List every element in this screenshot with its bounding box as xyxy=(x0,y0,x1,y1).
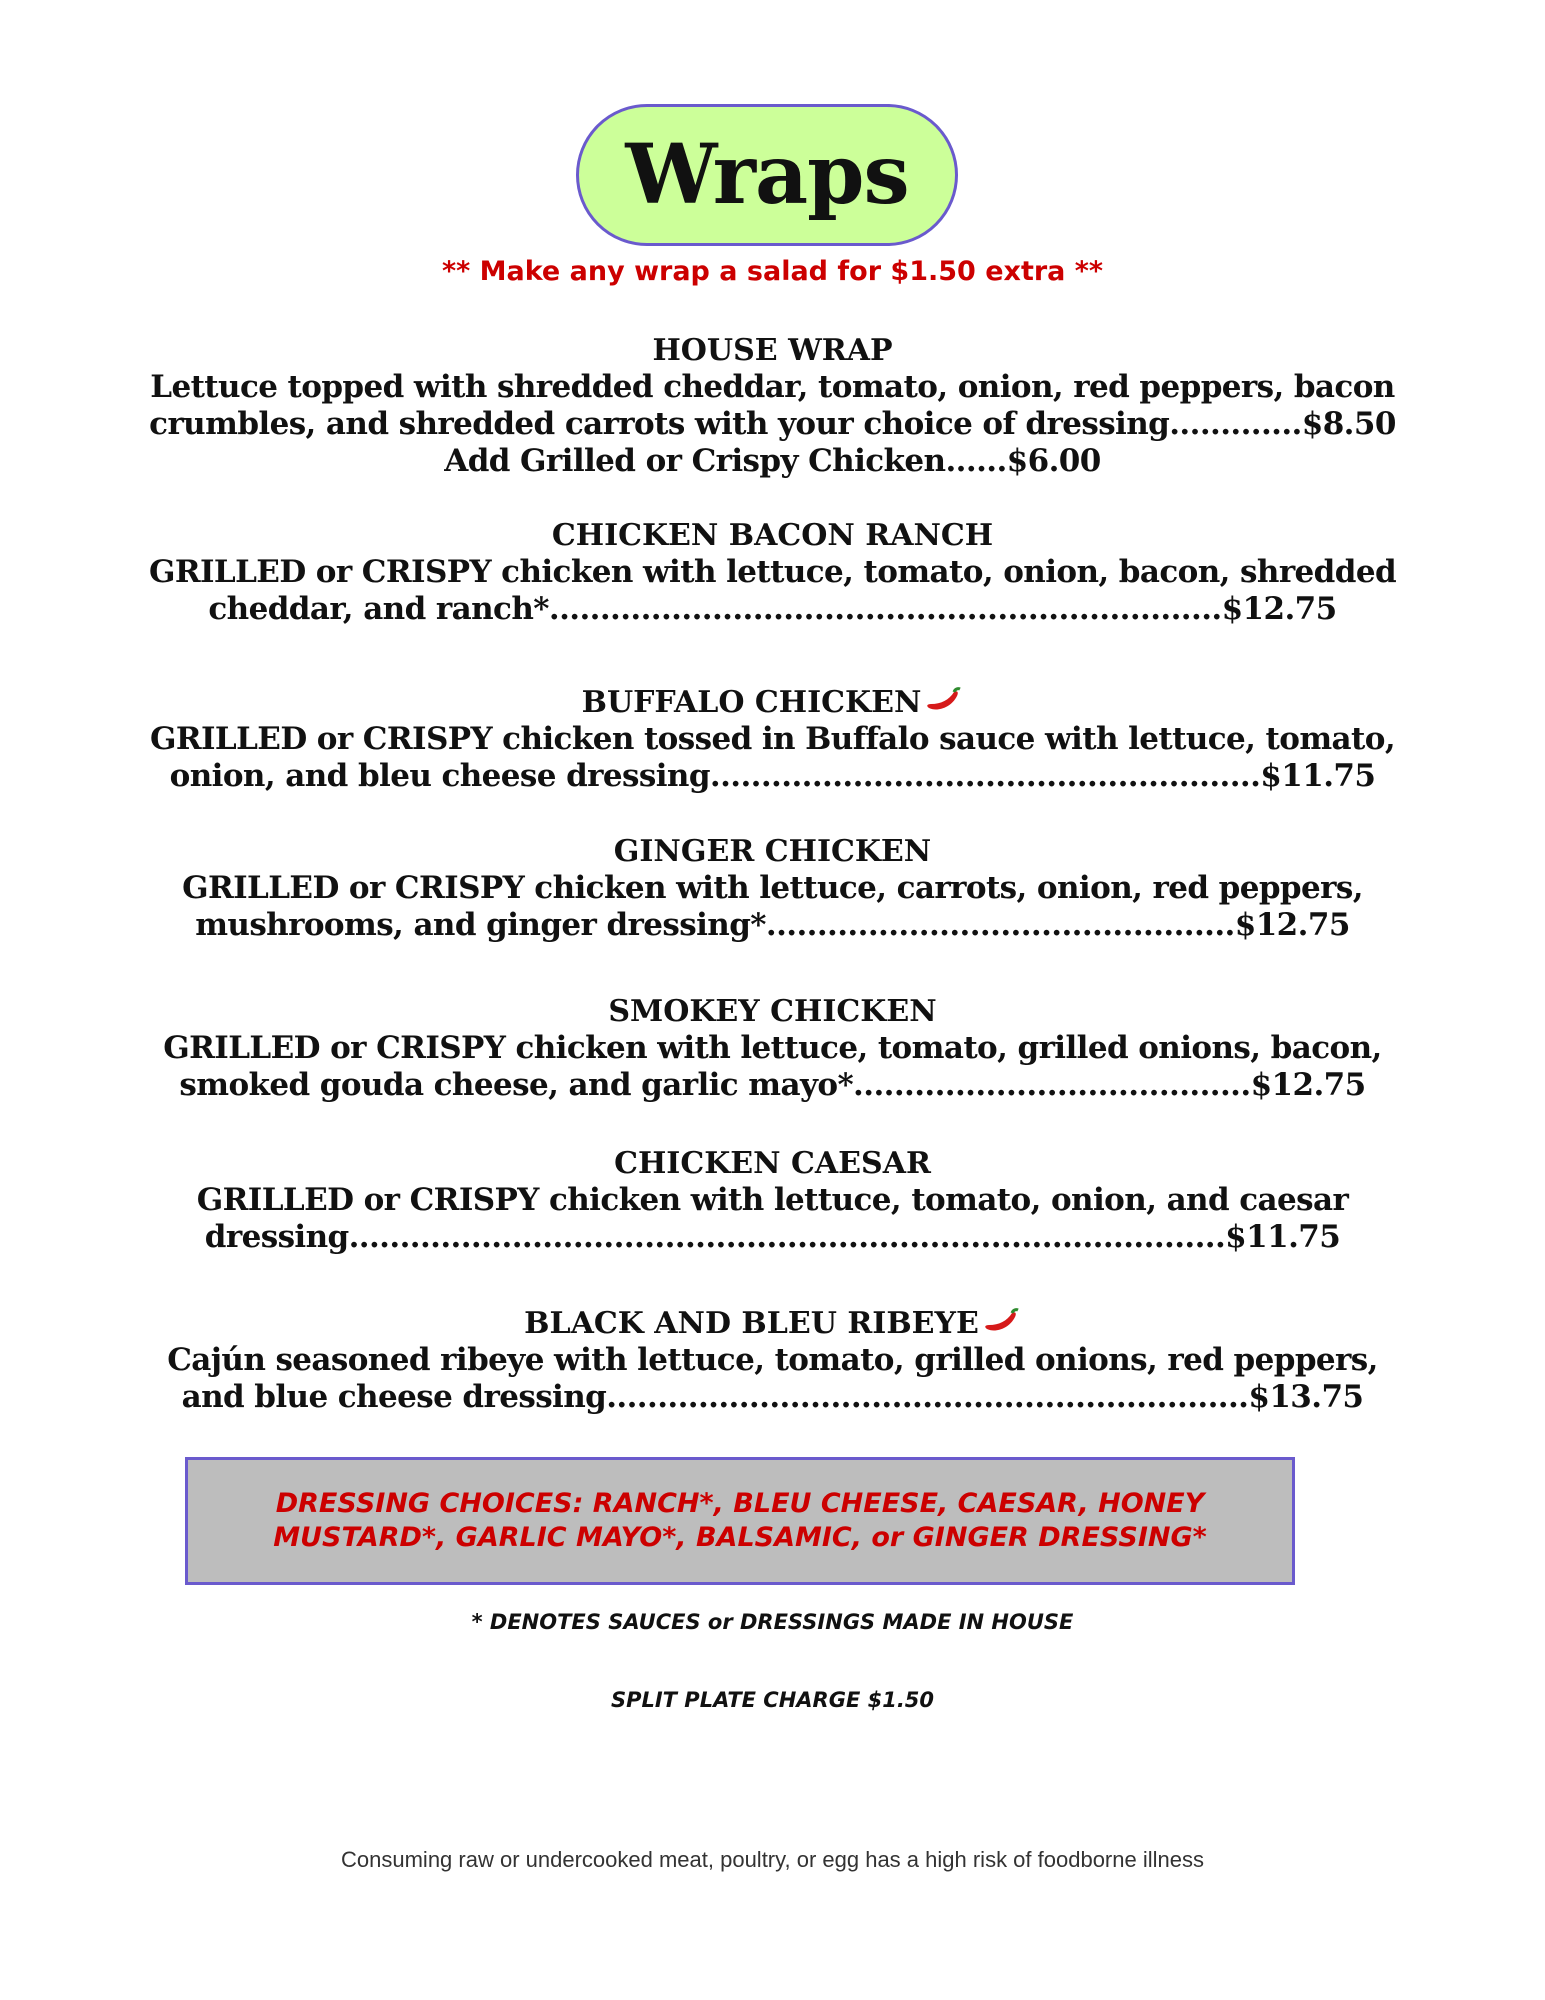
item-description-line: dressing......................................................................................$11.75 xyxy=(204,1219,1341,1255)
item-name-row xyxy=(90,685,1455,721)
title-badge xyxy=(576,104,958,246)
salad-upgrade-note: ** Make any wrap a salad for $1.50 extra ** xyxy=(441,256,1104,287)
menu-item-chicken-bacon-ranch xyxy=(90,518,1455,628)
item-description-line: GRILLED or CRISPY chicken tossed in Buffalo sauce with lettuce, tomato, xyxy=(149,721,1396,757)
item-description-line: Cajún seasoned ribeye with lettuce, tomato, grilled onions, red peppers, xyxy=(167,1342,1378,1378)
item-description-line: and blue cheese dressing...............................................................$13.75 xyxy=(181,1379,1364,1415)
dressing-choices-box xyxy=(185,1457,1295,1585)
item-name: BLACK AND BLEU RIBEYE xyxy=(524,1306,979,1341)
item-name: HOUSE WRAP xyxy=(652,333,893,368)
item-description-line: smoked gouda cheese, and garlic mayo*.......................................$12.75 xyxy=(179,1067,1366,1103)
item-description-line: onion, and bleu cheese dressing......................................................$11.75 xyxy=(169,758,1376,794)
dressing-choices-text: DRESSING CHOICES: RANCH*, BLEU CHEESE, CAESAR, HONEY MUSTARD*, GARLIC MAYO*, BALSAMIC, or GINGER DRESSING* xyxy=(273,1488,1207,1553)
menu-item-buffalo-chicken xyxy=(90,685,1455,795)
item-name-row xyxy=(90,1306,1455,1342)
item-name: CHICKEN BACON RANCH xyxy=(551,518,994,553)
item-name: CHICKEN CAESAR xyxy=(614,1146,931,1181)
item-description-line: Lettuce topped with shredded cheddar, tomato, onion, red peppers, bacon xyxy=(150,369,1395,405)
item-description-line: GRILLED or CRISPY chicken with lettuce, carrots, onion, red peppers, xyxy=(182,870,1363,906)
item-description-line: GRILLED or CRISPY chicken with lettuce, tomato, grilled onions, bacon, xyxy=(163,1030,1382,1066)
item-description-line: mushrooms, and ginger dressing*..............................................$12.75 xyxy=(195,907,1350,943)
item-description-line: crumbles, and shredded carrots with your choice of dressing.............$8.50 xyxy=(149,406,1396,442)
menu-item-chicken-caesar xyxy=(90,1146,1455,1256)
split-plate-charge: SPLIT PLATE CHARGE $1.50 xyxy=(610,1688,935,1712)
item-description-line: cheddar, and ranch*..................................................................$12.75 xyxy=(208,591,1337,627)
item-name: GINGER CHICKEN xyxy=(613,834,932,869)
menu-item-house-wrap xyxy=(90,333,1455,480)
item-description-line: GRILLED or CRISPY chicken with lettuce, tomato, onion, bacon, shredded xyxy=(148,554,1397,590)
item-name: BUFFALO CHICKEN xyxy=(581,685,922,720)
page-title: Wraps xyxy=(625,127,909,223)
house-made-note: * DENOTES SAUCES or DRESSINGS MADE IN HOUSE xyxy=(471,1610,1074,1634)
food-safety-disclaimer: Consuming raw or undercooked meat, poultry, or egg has a high risk of foodborne illness xyxy=(341,1847,1204,1872)
menu-item-black-and-bleu-ribeye xyxy=(90,1306,1455,1416)
item-description-line: GRILLED or CRISPY chicken with lettuce, tomato, onion, and caesar xyxy=(196,1182,1349,1218)
menu-item-ginger-chicken xyxy=(90,834,1455,944)
menu-item-smokey-chicken xyxy=(90,994,1455,1104)
item-addon: Add Grilled or Crispy Chicken......$6.00 xyxy=(444,443,1101,479)
chili-pepper-icon xyxy=(923,686,963,716)
chili-pepper-icon xyxy=(981,1307,1021,1337)
item-name: SMOKEY CHICKEN xyxy=(608,994,937,1029)
